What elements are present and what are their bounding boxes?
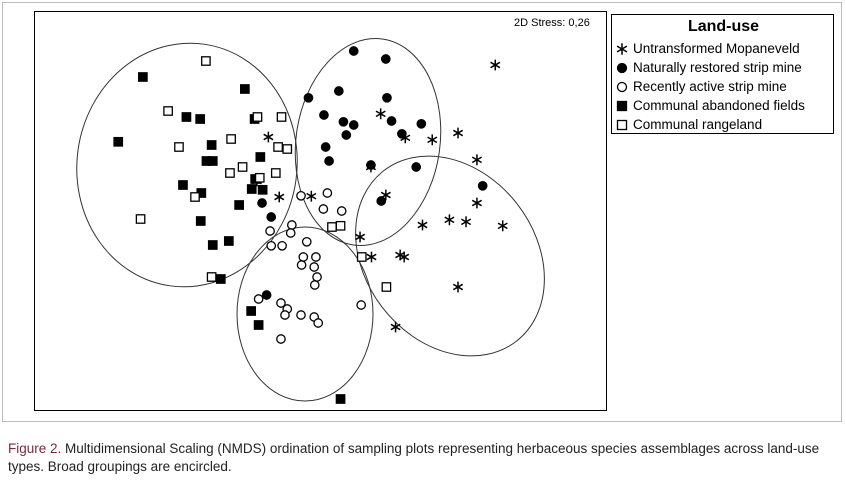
asterisk-point bbox=[367, 252, 376, 263]
open-square-marker-icon bbox=[615, 116, 629, 134]
filled-circle-point bbox=[478, 182, 486, 190]
filled-circle-point bbox=[398, 130, 406, 138]
open-circle-point bbox=[319, 205, 327, 213]
legend-label: Naturally restored strip mine bbox=[633, 60, 802, 75]
open-square-point bbox=[238, 163, 246, 171]
open-square-point bbox=[277, 113, 285, 121]
filled-square-point bbox=[179, 181, 187, 189]
asterisk-point bbox=[355, 232, 364, 243]
open-circle-point bbox=[303, 238, 311, 246]
asterisk-point bbox=[428, 134, 437, 145]
filled-circle-point bbox=[383, 94, 391, 102]
open-circle-point bbox=[287, 229, 295, 237]
asterisk-marker-icon bbox=[615, 40, 629, 58]
filled-circle-point bbox=[342, 131, 350, 139]
legend-marker bbox=[618, 83, 627, 92]
open-circle-point bbox=[299, 253, 307, 261]
filled-circle-point bbox=[417, 120, 425, 128]
grouping-ellipse-1 bbox=[61, 29, 313, 301]
open-circle-point bbox=[311, 281, 319, 289]
caption-text: Multidimensional Scaling (NMDS) ordination of sampling plots representing herbaceous species assemblages across land-use types. Broad groupings are encircled. bbox=[8, 441, 820, 474]
open-square-point bbox=[328, 223, 336, 231]
filled-square-point bbox=[207, 141, 215, 149]
series-open-square bbox=[136, 57, 390, 291]
open-square-point bbox=[136, 215, 144, 223]
filled-circle-point bbox=[267, 213, 275, 221]
caption-label: Figure 2. bbox=[8, 441, 62, 456]
open-square-point bbox=[358, 253, 366, 261]
open-circle-point bbox=[312, 253, 320, 261]
legend-item-untransformed-mopaneveld bbox=[612, 40, 835, 58]
open-circle-point bbox=[278, 242, 286, 250]
filled-square-point bbox=[235, 201, 243, 209]
filled-square-point bbox=[247, 307, 255, 315]
open-square-point bbox=[164, 107, 172, 115]
open-circle-marker-icon bbox=[615, 78, 629, 96]
filled-square-point bbox=[209, 241, 217, 249]
filled-circle-point bbox=[350, 121, 358, 129]
asterisk-point bbox=[376, 108, 385, 119]
asterisk-point bbox=[307, 191, 316, 202]
filled-square-point bbox=[248, 185, 256, 193]
open-circle-point bbox=[323, 189, 331, 197]
figure-caption bbox=[8, 440, 842, 476]
asterisk-point bbox=[275, 192, 284, 203]
filled-circle-point bbox=[335, 87, 343, 95]
filled-circle-point bbox=[350, 47, 358, 55]
asterisk-point bbox=[445, 214, 454, 225]
asterisk-point bbox=[491, 60, 500, 71]
asterisk-point bbox=[472, 198, 481, 209]
open-circle-point bbox=[288, 221, 296, 229]
legend-item-recently-active-strip-mine bbox=[612, 78, 835, 96]
legend-label: Communal rangeland bbox=[633, 117, 763, 132]
filled-square-point bbox=[254, 321, 262, 329]
legend-item-communal-abandoned-fields bbox=[612, 97, 835, 115]
open-square-point bbox=[274, 143, 282, 151]
filled-circle-point bbox=[367, 161, 375, 169]
series-asterisk bbox=[252, 60, 507, 333]
open-circle-point bbox=[266, 227, 274, 235]
legend-label: Untransformed Mopaneveld bbox=[633, 41, 800, 56]
filled-square-point bbox=[209, 157, 217, 165]
open-circle-point bbox=[310, 263, 318, 271]
legend-marker bbox=[618, 121, 627, 130]
filled-circle-point bbox=[320, 111, 328, 119]
legend-label: Communal abandoned fields bbox=[633, 98, 805, 113]
filled-square-point bbox=[217, 275, 225, 283]
open-square-point bbox=[382, 283, 390, 291]
filled-square-point bbox=[114, 138, 122, 146]
asterisk-point bbox=[391, 322, 400, 333]
filled-square-point bbox=[196, 115, 204, 123]
filled-circle-point bbox=[412, 163, 420, 171]
legend-label: Recently active strip mine bbox=[633, 79, 787, 94]
asterisk-point bbox=[461, 216, 470, 227]
legend-item-naturally-restored-strip-mine bbox=[612, 59, 835, 77]
filled-square-point bbox=[225, 237, 233, 245]
open-square-point bbox=[256, 174, 264, 182]
filled-circle-point bbox=[325, 157, 333, 165]
filled-circle-point bbox=[377, 197, 385, 205]
open-circle-point bbox=[267, 242, 275, 250]
asterisk-point bbox=[453, 128, 462, 139]
open-square-point bbox=[283, 145, 291, 153]
series-filled-circle bbox=[258, 47, 487, 299]
open-circle-point bbox=[277, 335, 285, 343]
asterisk-point bbox=[418, 220, 427, 231]
filled-square-point bbox=[182, 113, 190, 121]
legend-item-communal-rangeland bbox=[612, 116, 835, 134]
filled-circle-point bbox=[321, 143, 329, 151]
open-circle-point bbox=[297, 192, 305, 200]
data-points bbox=[114, 47, 507, 403]
filled-square-point bbox=[258, 186, 266, 194]
filled-circle-point bbox=[262, 291, 270, 299]
asterisk-point bbox=[498, 220, 507, 231]
open-square-point bbox=[226, 169, 234, 177]
open-circle-point bbox=[314, 319, 322, 327]
legend-marker bbox=[618, 64, 627, 73]
legend bbox=[611, 14, 834, 134]
grouping-ellipse-3 bbox=[317, 119, 584, 394]
open-circle-point bbox=[297, 261, 305, 269]
open-square-point bbox=[253, 113, 261, 121]
open-circle-point bbox=[281, 311, 289, 319]
asterisk-point bbox=[472, 154, 481, 165]
open-square-point bbox=[191, 193, 199, 201]
open-circle-point bbox=[357, 301, 365, 309]
open-square-point bbox=[336, 222, 344, 230]
filled-square-marker-icon bbox=[615, 97, 629, 115]
open-square-point bbox=[202, 57, 210, 65]
open-square-point bbox=[272, 169, 280, 177]
open-circle-point bbox=[297, 311, 305, 319]
stress-annotation: 2D Stress: 0,26 bbox=[514, 17, 590, 29]
open-circle-point bbox=[254, 295, 262, 303]
filled-circle-point bbox=[339, 118, 347, 126]
open-circle-point bbox=[338, 207, 346, 215]
open-circle-point bbox=[313, 273, 321, 281]
series-filled-square bbox=[114, 73, 345, 403]
filled-circle-point bbox=[258, 199, 266, 207]
filled-square-point bbox=[241, 85, 249, 93]
legend-title: Land-use bbox=[687, 18, 760, 35]
open-square-point bbox=[175, 143, 183, 151]
filled-circle-point bbox=[382, 55, 390, 63]
asterisk-point bbox=[264, 132, 273, 143]
asterisk-point bbox=[453, 282, 462, 293]
legend-marker bbox=[617, 43, 627, 54]
filled-square-point bbox=[139, 73, 147, 81]
filled-square-point bbox=[197, 217, 205, 225]
filled-circle-point bbox=[387, 117, 395, 125]
filled-square-point bbox=[256, 153, 264, 161]
open-square-point bbox=[227, 135, 235, 143]
legend-marker bbox=[618, 102, 627, 111]
filled-square-point bbox=[336, 395, 344, 403]
filled-circle-marker-icon bbox=[615, 59, 629, 77]
open-square-point bbox=[207, 273, 215, 281]
filled-circle-point bbox=[304, 94, 312, 102]
